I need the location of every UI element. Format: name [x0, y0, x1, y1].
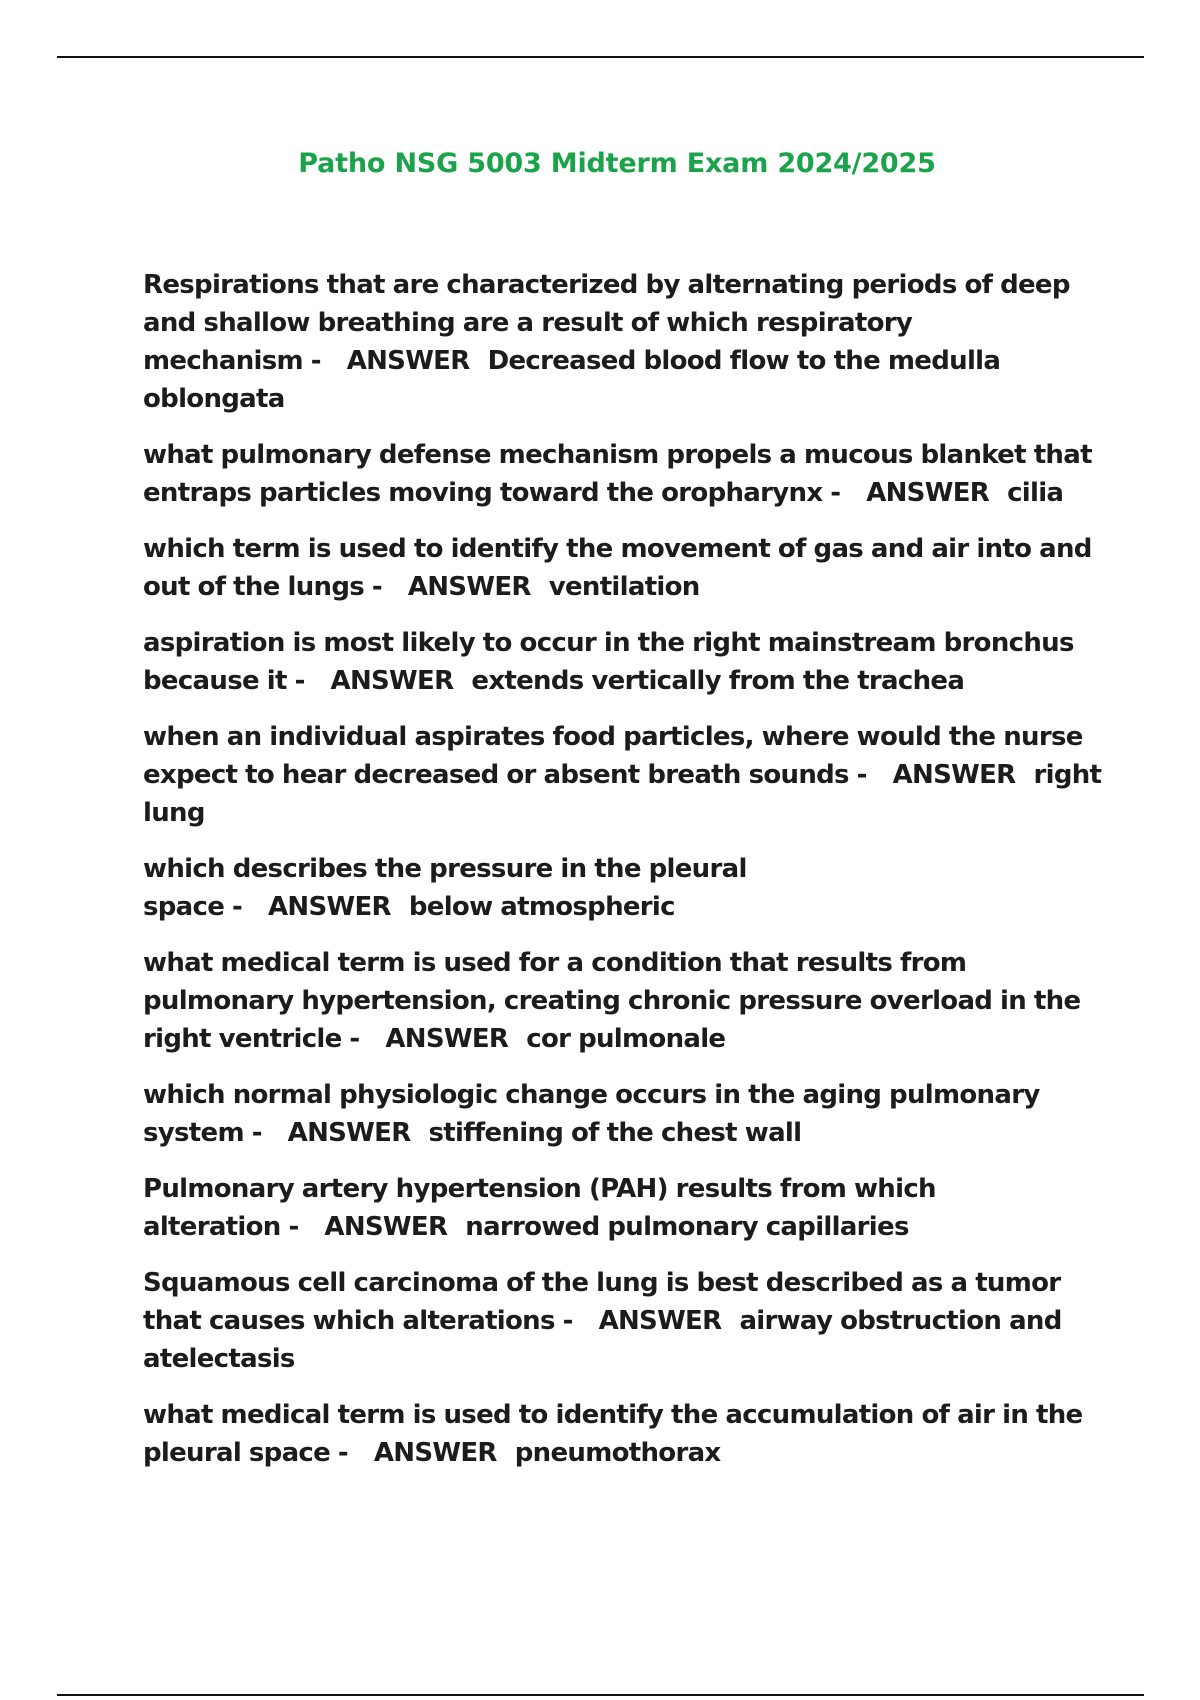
answer-label: ANSWER — [287, 1118, 411, 1148]
answer-label: ANSWER — [267, 892, 391, 922]
qa-item — [143, 1264, 1103, 1378]
qa-item — [143, 1076, 1103, 1152]
qa-item — [143, 1170, 1103, 1246]
question-text: which term is used to identify the movement of gas and air into and out of the lungs - — [143, 534, 1092, 602]
answer-label: ANSWER — [324, 1212, 448, 1242]
question-text: Respirations that are characterized by alternating periods of deep and shallow breathing are a result of which respiratory mechanism - — [143, 270, 1070, 376]
answer-text: right lung — [143, 760, 1102, 828]
qa-item — [143, 850, 1103, 926]
question-text: what pulmonary defense mechanism propels a mucous blanket that entraps particles moving toward the oropharynx - — [143, 440, 1092, 508]
question-text: which describes the pressure in the pleural space - — [143, 854, 747, 922]
question-text: Pulmonary artery hypertension (PAH) results from which alteration - — [143, 1174, 936, 1242]
qa-item — [143, 530, 1103, 606]
qa-item — [143, 944, 1103, 1058]
question-text: aspiration is most likely to occur in the right mainstream bronchus because it - — [143, 628, 1074, 696]
answer-label: ANSWER — [598, 1306, 722, 1336]
answer-text: extends vertically from the trachea — [471, 666, 965, 696]
answer-label: ANSWER — [346, 346, 470, 376]
question-text: which normal physiologic change occurs in the aging pulmonary system - — [143, 1080, 1040, 1148]
question-text: Squamous cell carcinoma of the lung is best described as a tumor that causes which alterations - — [143, 1268, 1060, 1336]
answer-label: ANSWER — [407, 572, 531, 602]
qa-item — [143, 266, 1103, 418]
document-title: Patho NSG 5003 Midterm Exam 2024/2025 — [298, 148, 936, 179]
question-text: what medical term is used for a condition that results from pulmonary hypertension, creating chronic pressure overload in the right ventricle - — [143, 948, 1080, 1054]
answer-text: ventilation — [548, 572, 700, 602]
top-rule — [57, 56, 1144, 58]
question-text: when an individual aspirates food particles, where would the nurse expect to hear decreased or absent breath sounds - — [143, 722, 1083, 790]
qa-item — [143, 436, 1103, 512]
answer-text: below atmospheric — [408, 892, 675, 922]
answer-label: ANSWER — [866, 478, 990, 508]
answer-text: pneumothorax — [514, 1438, 721, 1468]
qa-item — [143, 624, 1103, 700]
answer-label: ANSWER — [892, 760, 1016, 790]
answer-text: Decreased blood flow to the medulla oblongata — [143, 346, 1001, 414]
answer-label: ANSWER — [330, 666, 454, 696]
answer-text: narrowed pulmonary capillaries — [465, 1212, 909, 1242]
bottom-rule — [57, 1694, 1144, 1696]
qa-item — [143, 718, 1103, 832]
answer-label: ANSWER — [373, 1438, 497, 1468]
answer-text: cor pulmonale — [526, 1024, 726, 1054]
question-text: what medical term is used to identify the accumulation of air in the pleural space - — [143, 1400, 1082, 1468]
answer-text: cilia — [1007, 478, 1064, 508]
answer-text: stiffening of the chest wall — [428, 1118, 802, 1148]
qa-list — [143, 266, 1103, 1490]
answer-text: airway obstruction and atelectasis — [143, 1306, 1062, 1374]
answer-label: ANSWER — [385, 1024, 509, 1054]
qa-item — [143, 1396, 1103, 1472]
